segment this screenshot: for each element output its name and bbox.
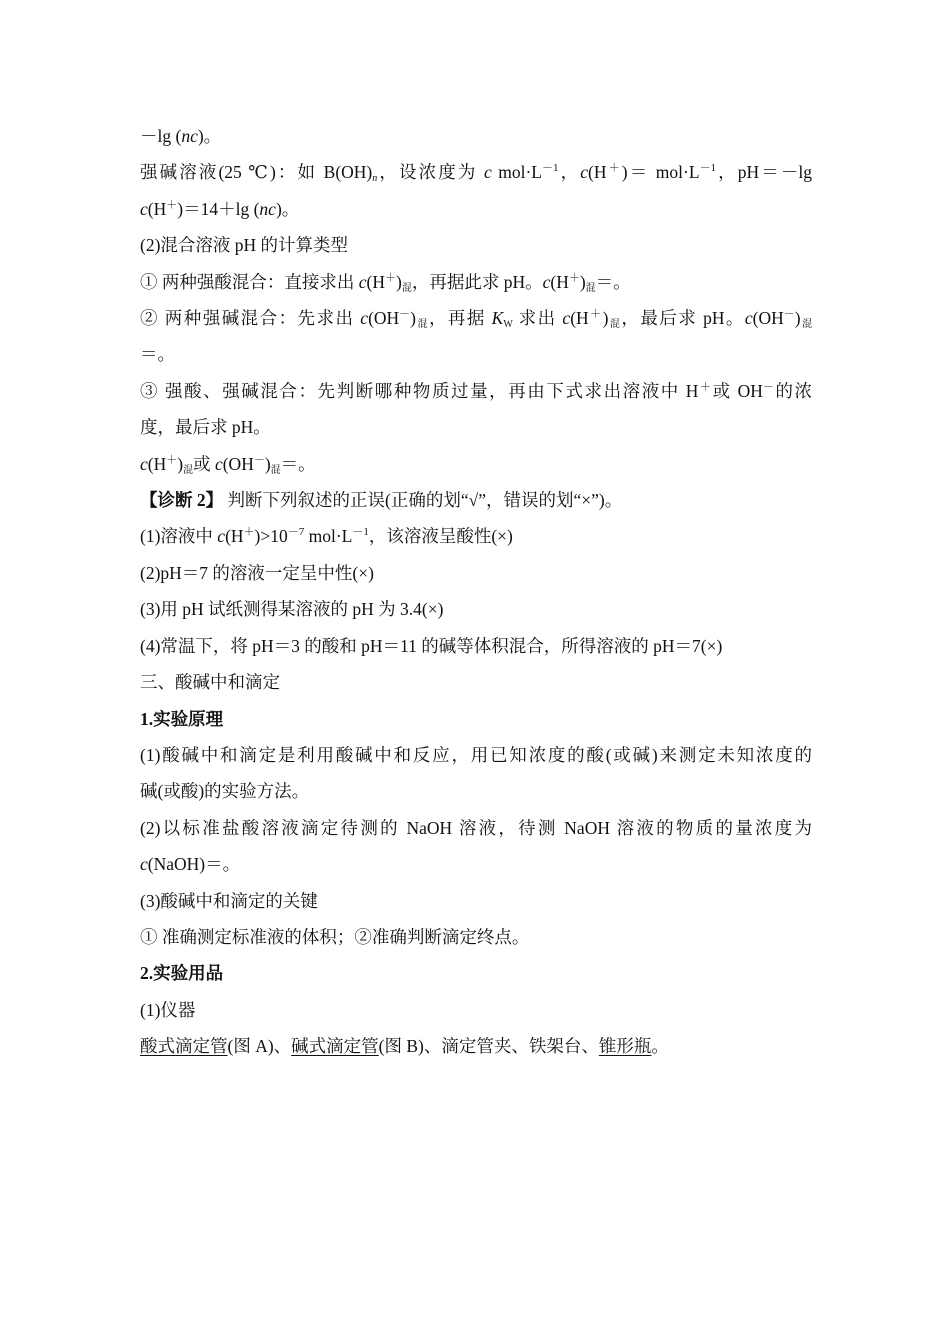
text-line-23: ① 准确测定标准液的体积；②准确判断滴定终点。 [140,926,530,947]
text-line-2: 强碱溶液(25 ℃)：如 $B(OH)_n$，设浓度为 c $mol\cdot L^{-1}$，$c(H^+)= mol\cdot L^{-1}$，pH＝－lg [140,162,813,185]
text-line-3: c(H＋)＝14＋lg (nc)。 [140,198,300,219]
text-line-18: (1)酸碱中和滴定是利用酸碱中和反应，用已知浓度的酸(或碱)来测定未知浓度的 [140,744,812,765]
text-line-9: 度，最后求 pH。 [140,417,271,438]
text-line-5: ① 两种强酸混合：直接求出 $c(H^+)_混$，再据此求 pH。$c(H^+)_混=$。 [140,271,631,294]
text-line-16: 三、酸碱中和滴定 [140,672,280,693]
text-line-13: (2)pH＝7 的溶液一定呈中性(×) [140,562,374,583]
text-line-15: (4)常温下，将 pH＝3 的酸和 pH＝11 的碱等体积混合，所得溶液的 pH＝7(×) [140,635,723,656]
text-line-8: ③ 强酸、强碱混合：先判断哪种物质过量，再由下式求出溶液中 H＋或 OH－的浓 [140,380,813,401]
text-line-24: 2.实验用品 [140,963,224,984]
text-line-1: －lg (nc)。 [140,126,222,146]
text-line-7: ＝。 [140,344,175,365]
text-line-21: c(NaOH)＝。 [140,854,241,875]
text-line-22: (3)酸碱中和滴定的关键 [140,890,318,911]
text-line-20: (2)以标准盐酸溶液滴定待测的 NaOH 溶液，待测 NaOH 溶液的物质的量浓度为 [140,817,812,838]
text-line-11: 【诊断 2】 判断下列叙述的正误(正确的划“√”，错误的划“×”)。 [140,490,623,511]
text-line-25: (1)仪器 [140,999,196,1020]
text-line-6: ② 两种强碱混合：先求出 $c(OH^-)_混$，再据 $K_W$ 求出 $c(H^+)_混$，最后求 pH。$c(OH^-)_混$ [140,308,813,331]
text-line-14: (3)用 pH 试纸测得某溶液的 pH 为 3.4(×) [140,599,444,620]
text-line-4: (2)混合溶液 pH 的计算类型 [140,235,349,256]
text-line-10: $c(H^+)_混$或 $c(OH^-)_混=$。 [140,453,316,476]
document-body [140,118,812,1065]
text-line-19: 碱(或酸)的实验方法。 [140,781,310,802]
text-line-17: 1.实验原理 [140,708,224,729]
text-line-12: (1)溶液中 $c(H^+)>10^{-7}$ $mol\cdot L^{-1}$，该溶液呈酸性(×) [140,526,513,547]
text-line-26: 酸式滴定管(图 A)、碱式滴定管(图 B)、滴定管夹、铁架台、锥形瓶。 [140,1036,669,1057]
